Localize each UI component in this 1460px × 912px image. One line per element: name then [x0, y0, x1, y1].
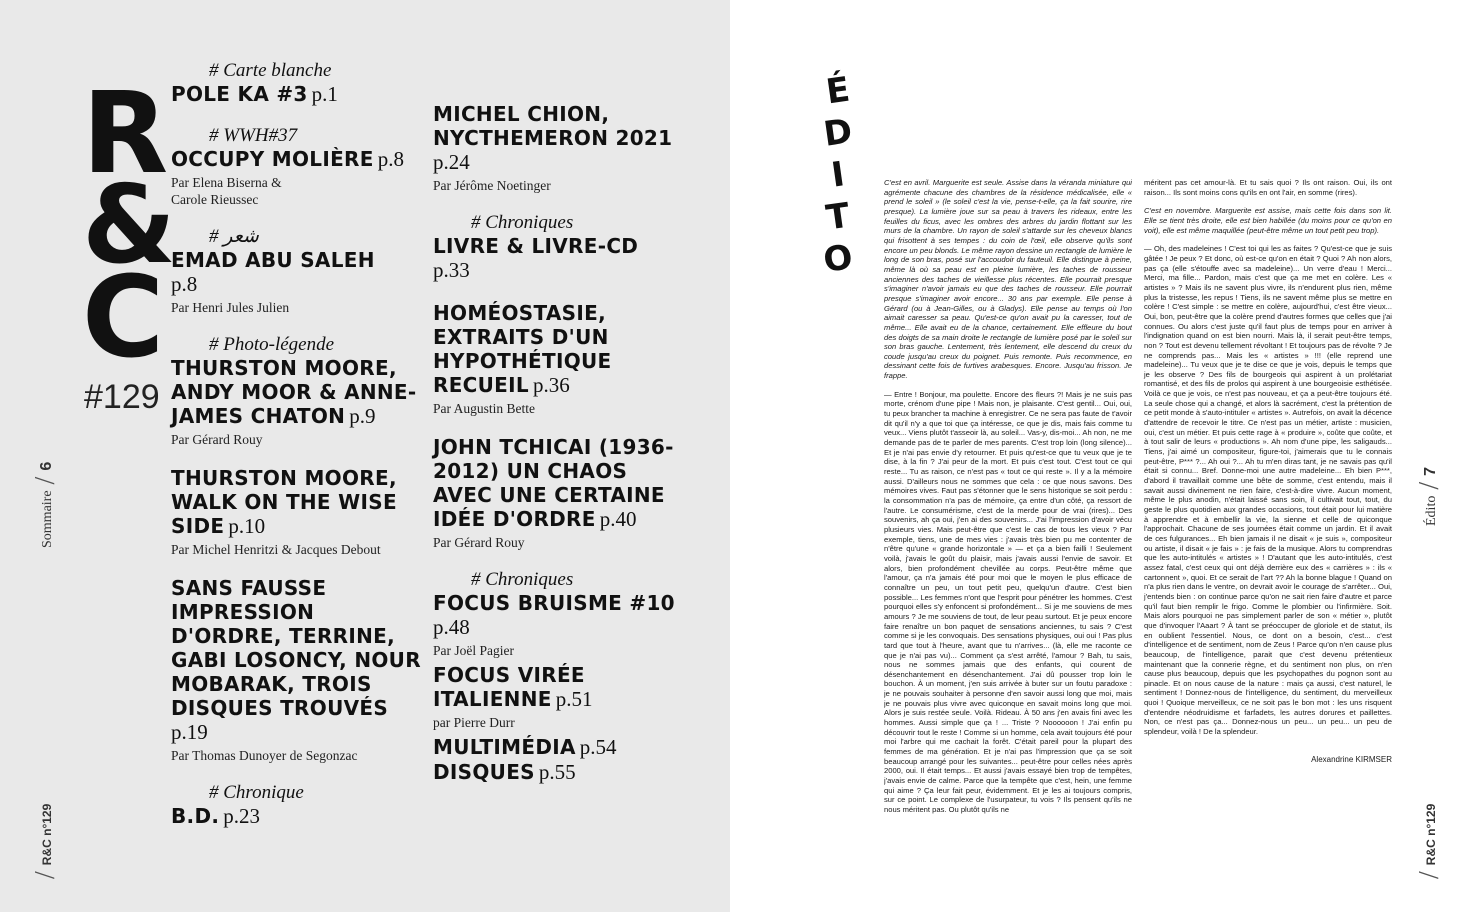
- toc-title: HOMÉOSTASIE, EXTRAITS D'UN HYPOTHÉTIQUE RECUEIL: [433, 301, 612, 397]
- toc-entry[interactable]: [433, 102, 683, 194]
- toc-entry[interactable]: [433, 435, 683, 551]
- toc-rubric: # WWH#37: [209, 125, 298, 146]
- folio-left: [30, 462, 62, 548]
- toc-entry[interactable]: [433, 569, 683, 659]
- edito-letter: T: [823, 195, 853, 239]
- toc-page: p.51: [555, 687, 593, 711]
- toc-title: B.D.: [171, 804, 220, 828]
- edito-paragraph: C'est en novembre. Marguerite est assise, mais cette fois dans son lit. Elle se tient très droite, elle est bien habillée (du moins pour ce qu'on en voit), elle est même maquillée (peut-être même un tout petit peu trop).: [1144, 206, 1392, 235]
- toc-page: p.40: [599, 507, 637, 531]
- edito-paragraph: — Oh, des madeleines ! C'est toi qui les as faites ? Qu'est-ce que je suis gâtée ! Je peux ? Et donc, où est-ce qu'on en était ? Quoi ? Ah non alors, pas ça (elle s'étouffe avec sa madeleine)... Un verre d'eau ! Merci... Merci, ma fille... Pardon, mais c'est que ça me met en colère. Les « artistes » ? Mais ils ne savent plus vivre, ils n'endurent plus rien, même plus la tristesse, les repus ! Tiens, ils ne savent même plus se mettre en colère ! C'est simple : se mettre en colère, aujourd'hui, c'est être vieux... Oui, bon, peut-être que la colère prend d'autres formes que celles que j'ai connues. Ou alors c'est juste qu'il faut plus de temps pour en arriver à l'indignation quand on est bien nourri. Mais là, il serait peut-être temps, non ? Tout est devenu tellement révoltant ! Et toujours pas de révolte ? Je ne comprends pas... Mais les « artistes » !!! (elle reprend une madeleine)... Tu veux que je te dise ce que je vois, depuis le temps que je les observe ? Des fils de bourgeois qui aspirent à un prolétariat romantisé, et des fils de prolos qui aspirent à une bourgeoisie esthétisée. Voilà ce que je vois, ce n'est pas nouveau, et ça a peut-être toujours été. La seule chose qui a changé, et alors là sacrément, c'est la prétention de ce petit monde à s'auto-intituler « artistes ». Autrefois, on avait la décence d'attendre de recevoir le titre. Ce n'est pas un métier, artiste : musicien, oui, c'est un métier. Et puis cette rage à « produire », coûte que coûte, et à tout salir de leurs « productions ». Ah nom d'une pipe, les saligauds... Tiens, j'ai aimé un compositeur, figure-toi, j'aimerais que tu le connais peut-être, P*** ?... Ah oui ?... Ah tu m'en diras tant, je ne savais pas qu'il était si connu... Bref. Donne-moi une autre madeleine... Eh bien P***, d'abord il travaillait comme une bête de somme, c'est entendu, mais il savait aussi divinement ne rien faire, c'est-à-dire vivre. Aucun moment, même le plus anodin, n'était laissé sans soin, il cultivait tout, tout, du geste le plus quotidien aux grandes occasions, tout était pour lui matière à apprendre et à embellir la vie, la sienne et celle de quiconque l'approchait. Chacune de ses journées était comme un jardin. Et il avait de ces fulgurances... Eh bien jamais il ne disait « je suis », compositeur ou artiste, il disait « je fais » : je fais de la musique. Alors tu comprendras que les auto-intitulés « artistes » ! D'autant que les auto-intitulés, c'est assez fatal, c'est ceux qui ont déjà derrière eux des « carrières » : ils « cartonnent », quoi. Et ce serait de l'art ?? Ah la bonne blague ! Quand on n'a plus rien dans le ventre, on devrait avoir le courage de s'arrêter... Oui, j'entends bien : on continue parce qu'on ne sait rien faire d'autre et parce qu'il faut bien remplir le frigo. Comme le plombier ou l'infirmière. Soit. Mais alors pourquoi ne pas simplement parler de son « métier », plutôt que d'invoquer l'Aaart ? À tant se préoccuper de gloriole et de statut, ils en oublient l'essentiel. Nous, ce dont on a besoin, c'est... c'est d'intelligence et de sentiment, nom de Zeus ! Parce qu'on n'en cause plus beaucoup, de l'intelligence, parait que c'est devenu prétentieux maintenant que la connerie règne, et du sentiment non plus, on n'en cause plus beaucoup, depuis que les psychopathes du pognon sont au pinacle. Et on nous cause de la nature : mais ça aussi, c'est naturel, le sentiment ! Donnez-nous de l'intelligence, du sentiment, du merveilleux quoi ! Quoique merveilleux, ce ne soit pas le bon mot : les uns risquent d'entendre néodruidisme et farfadets, les autres dorures et paillettes. Non, ce n'est pas ça... Donnez-nous un peu... un peu... un peu de splendeur, voilà ! De la splendeur.: [1144, 244, 1392, 737]
- toc-title: DISQUES: [433, 760, 535, 784]
- toc-entry[interactable]: [433, 735, 683, 760]
- toc-title: THURSTON MOORE, WALK ON THE WISE SIDE: [171, 466, 397, 538]
- toc-page: p.19: [171, 720, 208, 744]
- toc-page: p.10: [228, 514, 266, 538]
- edito-paragraph: — Entre ! Bonjour, ma poulette. Encore des fleurs ?! Mais je ne suis pas morte, crénom d'une pipe ! Mais non, je plaisante. C'est gentil... Oui, oui, tu peux brancher ta machine à enregistrer. Ce ne sera pas faute de t'avoir dit qu'il n'y a que toi que ça intéresse, ce que je dis, mais fais comme tu veux... Viens plutôt t'asseoir là, au soleil... Vas-y, dis-moi... Ah non, ne me demande pas de te parler de mes parents. C'est trop loin (long silence)... Et je n'ai pas envie d'y retourner. Et puis qu'est-ce que tu veux que je te dise, à la fin ? J'ai peur de la mort. Et puis c'est tout. C'est tout ce qui reste... Tu as raison, ce n'est pas « tout ce qui reste ». Il y a la mémoire aussi. D'ailleurs nous ne sommes que cela : ce que nous savons. Des mémoires vives. Faut pas s'étonner que le sens historique se soit perdu : la consommation n'a pas de mémoire, ça entre d'un côté, ça ressort de l'autre. Le consumérisme, c'est de la merde pour de vrai (rires)... Des souvenirs, ah ça oui, j'en ai des souvenirs... J'ai l'impression d'avoir vécu plusieurs vies. Mais peut-être que c'est le cas de tous les vieux ? Par exemple, tiens, une de mes vies : j'avais très bien pu me contenter de n'être qu'une « grande horizontale » — et ça a bien failli ! Seulement voilà, j'avais le goût du plaisir, mais j'avais aussi l'envie de savoir. Et alors, bien profondément chevillée au corps. Peut-être même que l'amour, ça n'a jamais été pour moi que le moyen le plus efficace de connaître un peu, un tout petit peu, quelqu'un d'autre. C'est bien possible... Les femmes n'ont que l'esprit pour pénétrer les hommes. C'est pourquoi elles s'y enfoncent si profondément... Si je me souviens de mes amours ? Je me souviens de tout, de leur peau surtout. Et je peux encore faire renaître un bon paquet de sensations anciennes, tu sais ? C'est comme si je les convoquais. Des sensations physiques, oui oui ! Pas plus tard que tout à l'heure, avant que tu n'arrives... (là, elle me raconte ce que je n'ai pas vu)... Comment ça s'est arrêté, l'amour ? Bah, tu sais, nous ne sommes jamais que des enfants, qui courent de désenchantement en désenchantement. J'ai dû pousser trop loin le bouchon. À un moment, j'en suis arrivée à buter sur un foutu paradoxe : je ne pouvais souhaiter à personne d'en savoir aussi long que moi, mais je ne pouvais plus vivre avec quiconque en savait moins long que moi. Alors je suis restée seule. Voilà. Rideau. À 50 ans j'en avais fini avec les hommes. Aussi simple que ça ! ... Triste ? Noooooon ! J'ai enfin pu découvrir tout le reste ! Comme si un homme, cela avait toujours été pour moi l'arbre qui me cachait la forêt. C'était pareil pour la plupart des femmes de ma génération. Et je n'ai pas l'impression que ça se soit beaucoup arrangé pour les suivantes... peut-être pour celles nées après 2000, oui. Il était temps... Et aussi j'avais essayé bien trop de tempêtes, j'avais envie de calme. Parce que la tempête que c'est, hein, une femme qui aime ? Ça leur fait peur, évidemment. Et je les ai toujours compris, sur ce point. Le complexe de l'usurpateur, tu vois ? Ils pensent qu'ils ne nous méritent pas. Ou plutôt qu'ils ne: [884, 389, 1132, 814]
- toc-page: p.24: [433, 150, 470, 174]
- toc-entry[interactable]: [433, 301, 683, 417]
- toc-title: THURSTON MOORE, ANDY MOOR & ANNE-JAMES CHATON: [171, 356, 417, 428]
- folio-right: [1414, 467, 1446, 526]
- toc-author: Par Thomas Dunoyer de Segonzac: [171, 748, 358, 763]
- toc-page: p.1: [311, 82, 338, 106]
- toc-title: SANS FAUSSE IMPRESSION D'ORDRE, TERRINE, GABI LOSONCY, NOUR MOBARAK, TROIS DISQUES TROUVÉS: [171, 576, 421, 720]
- toc-entry[interactable]: [433, 663, 683, 731]
- edito-letter: I: [828, 154, 848, 196]
- toc-title: JOHN TCHICAI (1936-2012) UN CHAOS AVEC UNE CERTAINE IDÉE D'ORDRE: [433, 435, 674, 531]
- toc-author: Par Elena Biserna & Carole Rieussec: [171, 175, 282, 207]
- toc-page: p.36: [532, 373, 570, 397]
- toc-author: Par Augustin Bette: [433, 401, 535, 416]
- edito-letter: D: [821, 111, 855, 155]
- toc-entry[interactable]: [171, 60, 421, 107]
- issue-number: #129: [84, 378, 160, 416]
- edito-signature: Alexandrine KIRMSER: [1311, 754, 1392, 764]
- toc-author: Par Jérôme Noetinger: [433, 178, 551, 193]
- folio-slash: /: [30, 476, 61, 485]
- toc-page: p.23: [223, 804, 260, 828]
- edito-letter: O: [820, 237, 856, 281]
- edito-paragraph: C'est en avril. Marguerite est seule. Assise dans la véranda miniature qui agrémente chacune des chambres de la résidence médicalisée, elle « prend le soleil » (le soleil c'est la vie, pense-t-elle, ça la fait sourire, rire presque). La lumière joue sur sa peau à travers les rideaux, entre les feuilles du ficus, avec les ombres des arbres du jardin flottant sur les murs de la chambre. Un rayon de soleil s'attarde sur les cheveux blancs qui frisottent à ses tempes : du coin de l'œil, elle observe qu'ils sont encore un peu blonds. Le même rayon dessine un rectangle de lumière le long de son bras, posé sur l'accoudoir du fauteuil. Elle distingue à peine, même là où sa peau est en pleine lumière, les taches de rousseur anciennes des taches de vieillesse plus récentes. Elle pourrait presque s'imaginer n'avoir jamais eu que des taches de rousseur. Elle pourrait presque s'imaginer avoir encore... 30 ans par exemple. Elle pense à Gérard (ou à Jean-Gilles, ou à Gladys). Elle pense au temps où l'on aimait caresser sa peau. Qu'est-ce qu'on avait pu la caresser, tout de même... Elle avait eu de la chance, certainement. Elle effleure du bout des doigts de sa main droite le rectangle de lumière posé par le soleil sur son bras gauche. Lentement, très lentement, elle descend du creux du coude jusqu'au creux du poignet. Puis remonte. Puis recommence, en dessinant cette fois de furtives arabesques. Encore. Jusqu'au frisson. Je frappe.: [884, 178, 1132, 381]
- toc-entry[interactable]: [171, 226, 421, 316]
- toc-rubric: # Photo-légende: [209, 334, 335, 355]
- toc-page: p.48: [433, 615, 470, 639]
- toc-page: p.54: [579, 735, 617, 759]
- folio-number: 6: [38, 461, 55, 471]
- toc-title: OCCUPY MOLIÈRE: [171, 147, 374, 171]
- magazine-ref-right: [1414, 804, 1446, 885]
- toc-title: MICHEL CHION, NYCTHEMERON 2021: [433, 102, 673, 150]
- folio-label: Édito: [1424, 495, 1439, 526]
- toc-title: FOCUS BRUISME #10: [433, 591, 675, 615]
- toc-author: par Pierre Durr: [433, 715, 515, 730]
- edito-column-1: [884, 178, 1132, 844]
- toc-entry[interactable]: [171, 782, 421, 829]
- toc-rubric: # Chronique: [209, 782, 304, 803]
- logo-r: R: [82, 69, 165, 199]
- edito-column-2: [1144, 178, 1392, 764]
- toc-column-2: [433, 102, 683, 803]
- toc-entry[interactable]: [433, 212, 683, 283]
- toc-page: p.8: [171, 272, 198, 296]
- toc-rubric: # Chroniques: [471, 569, 574, 590]
- folio-label: Sommaire: [40, 490, 55, 548]
- toc-column-1: [171, 60, 421, 847]
- edito-paragraph: méritent pas cet amour-là. Et tu sais quoi ? Ils ont raison. Oui, ils ont raison... Ils sont moins cons qu'ils en ont l'air, en somme (rires).: [1144, 178, 1392, 197]
- magazine-ref-left: [30, 804, 62, 885]
- ref-slash: /: [1414, 871, 1445, 879]
- toc-entry[interactable]: [171, 576, 421, 764]
- magazine-ref: R&C n°129: [1424, 803, 1438, 866]
- toc-entry[interactable]: [171, 466, 421, 558]
- toc-author: Par Michel Henritzi & Jacques Debout: [171, 542, 381, 557]
- toc-rubric: # شعر: [209, 226, 259, 247]
- toc-page: p.8: [377, 147, 404, 171]
- toc-title: EMAD ABU SALEH: [171, 248, 375, 272]
- right-page: [730, 0, 1460, 912]
- toc-rubric: # Carte blanche: [209, 60, 332, 81]
- toc-page: p.55: [538, 760, 576, 784]
- toc-author: Par Gérard Rouy: [171, 432, 263, 447]
- toc-entry[interactable]: [433, 760, 683, 785]
- toc-page: p.33: [433, 258, 470, 282]
- toc-title: MULTIMÉDIA: [433, 735, 576, 759]
- toc-author: Par Gérard Rouy: [433, 535, 525, 550]
- toc-entry[interactable]: [171, 334, 421, 448]
- toc-title: POLE KA #3: [171, 82, 308, 106]
- logo-c: C: [82, 253, 161, 383]
- ref-slash: /: [30, 871, 61, 879]
- magazine-ref: R&C n°129: [40, 803, 54, 866]
- magazine-logo: [82, 69, 173, 383]
- edito-title: [818, 70, 858, 280]
- toc-author: Par Henri Jules Julien: [171, 300, 290, 315]
- folio-slash: /: [1414, 481, 1445, 490]
- toc-title: FOCUS VIRÉE ITALIENNE: [433, 663, 585, 711]
- toc-page: p.9: [349, 404, 376, 428]
- toc-title: LIVRE & LIVRE-CD: [433, 234, 639, 258]
- edito-letter: É: [823, 69, 853, 113]
- toc-author: Par Joël Pagier: [433, 643, 514, 658]
- logo-ampersand: &: [82, 163, 173, 288]
- toc-entry[interactable]: [171, 125, 421, 208]
- toc-rubric: # Chroniques: [471, 212, 574, 233]
- folio-number: 7: [1422, 466, 1439, 476]
